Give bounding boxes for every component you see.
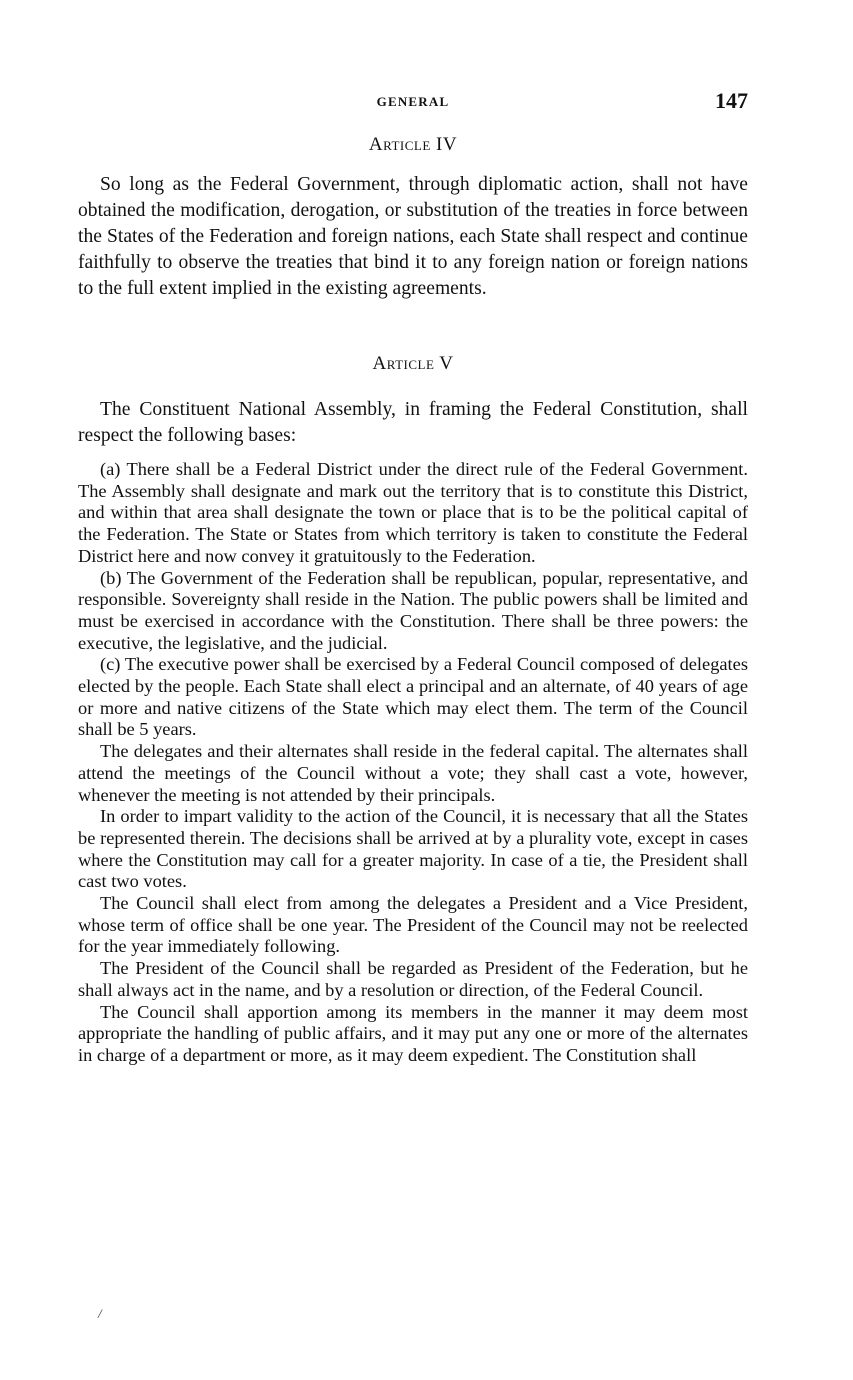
- article-v-intro-paragraph: The Constituent National Assembly, in framing the Federal Constitution, shall respect the following bases:: [78, 399, 748, 446]
- article-v-heading: Article V: [372, 353, 454, 374]
- article-iv-body: [78, 172, 748, 302]
- base-a-paragraph: (a) There shall be a Federal District under the direct rule of the Federal Government. The Assembly shall designate and mark out the territory that is to constitute this District, and within that area shall designate the town or place that is to be the political capital of the Federation. The State or States from which territory is taken to constitute the Federal District here and now convey it gratuitously to the Federation.: [78, 459, 748, 566]
- base-b-paragraph: (b) The Government of the Federation shall be republican, popular, representative, and responsible. Sovereignty shall reside in the Nation. The public powers shall be limited and must be exercised in accordance with the Constitution. There shall be three powers: the executive, the legislative, and the judicial.: [78, 567, 748, 653]
- article-v-bases: [78, 459, 748, 1067]
- president-election-paragraph: The Council shall elect from among the delegates a President and a Vice President, whose term of office shall be one year. The President of the Council may not be reelected for the year immediately following.: [78, 893, 748, 957]
- article-v-intro: [78, 397, 748, 449]
- apportion-paragraph: The Council shall apportion among its members in the manner it may deem most appropriate the handling of public affairs, and it may put any one or more of the alternates in charge of a department or more, as it may deem expedient. The Constitution shall: [78, 1001, 748, 1065]
- base-c-paragraph: (c) The executive power shall be exercised by a Federal Council composed of delegates elected by the people. Each State shall elect a principal and an alternate, of 40 years of age or more and native citizens of the State which may elect them. The term of the Council shall be 5 years.: [78, 654, 748, 740]
- president-role-paragraph: The President of the Council shall be regarded as President of the Federation, but he shall always act in the name, and by a resolution or direction, of the Federal Council.: [78, 958, 748, 1000]
- page-number: 147: [715, 88, 748, 113]
- article-iv-heading: Article IV: [368, 134, 458, 155]
- article-iv-paragraph: So long as the Federal Government, through diplomatic action, shall not have obtained the modification, derogation, or substitution of the treaties in force between the States of the Federation and foreign nations, each State shall respect and continue faithfully to observe the treaties that bind it to any foreign nation or foreign nations to the full extent implied in the existing agreements.: [78, 174, 748, 299]
- delegates-paragraph: The delegates and their alternates shall reside in the federal capital. The alternates shall attend the meetings of the Council without a vote; they shall cast a vote, however, whenever the meeting is not attended by their principals.: [78, 741, 748, 805]
- running-title: GENERAL: [376, 94, 450, 109]
- footer-mark: /: [98, 1306, 102, 1321]
- validity-paragraph: In order to impart validity to the action of the Council, it is necessary that all the States be represented therein. The decisions shall be arrived at by a plurality vote, except in cases where the Constitution may call for a greater majority. In case of a tie, the President shall cast two votes.: [78, 806, 748, 892]
- running-head: [78, 88, 748, 118]
